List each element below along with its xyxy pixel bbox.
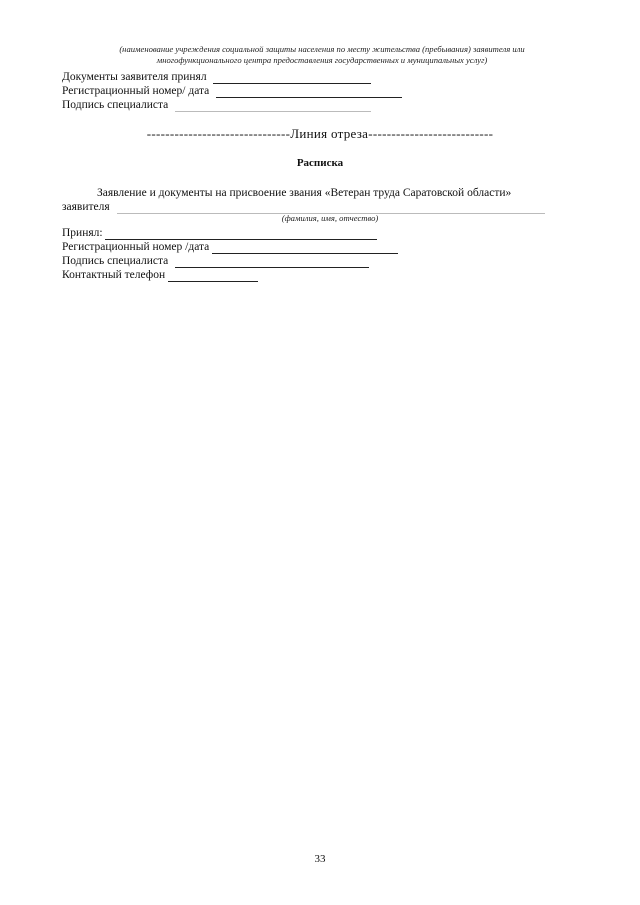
contact-phone-label: Контактный телефон bbox=[62, 269, 166, 281]
specialist-signature-label-top: Подпись специалиста bbox=[62, 99, 169, 111]
page-number: 33 bbox=[314, 853, 326, 865]
reg-number-label: Регистрационный номер /дата bbox=[62, 241, 210, 253]
applicant-name-caption: (фамилия, имя, отчество) bbox=[281, 213, 379, 223]
docs-accepted-row bbox=[62, 70, 371, 84]
accepted-label: Принял: bbox=[62, 227, 103, 239]
accepted-row bbox=[62, 226, 377, 240]
applicant-row bbox=[62, 200, 545, 214]
institution-caption-line-2: многофункционального центра предоставления государственных и муниципальных услуг) bbox=[156, 55, 488, 65]
reg-number-blank bbox=[212, 242, 398, 254]
reg-number-blank-top bbox=[216, 86, 402, 98]
specialist-signature-blank-top bbox=[175, 100, 371, 112]
reg-number-label-top: Регистрационный номер/ дата bbox=[62, 85, 210, 97]
cut-line: -------------------------------Линия отреза--------------------------- bbox=[146, 126, 494, 141]
docs-accepted-blank bbox=[213, 72, 371, 84]
specialist-signature-row-top bbox=[62, 98, 371, 112]
applicant-label: заявителя bbox=[62, 201, 110, 213]
reg-number-row bbox=[62, 240, 398, 254]
docs-accepted-label: Документы заявителя принял bbox=[62, 71, 207, 83]
specialist-signature-label: Подпись специалиста bbox=[62, 255, 169, 267]
contact-phone-blank bbox=[168, 270, 258, 282]
institution-caption-line-1: (наименование учреждения социальной защиты населения по месту жительства (пребывания) заявителя или bbox=[119, 44, 525, 54]
receipt-title: Расписка bbox=[296, 157, 344, 169]
reg-number-row-top bbox=[62, 84, 402, 98]
contact-phone-row bbox=[62, 268, 258, 282]
specialist-signature-row bbox=[62, 254, 369, 268]
accepted-blank bbox=[105, 228, 377, 240]
receipt-statement: Заявление и документы на присвоение звания «Ветеран труда Саратовской области» bbox=[97, 187, 512, 199]
specialist-signature-blank bbox=[175, 256, 369, 268]
